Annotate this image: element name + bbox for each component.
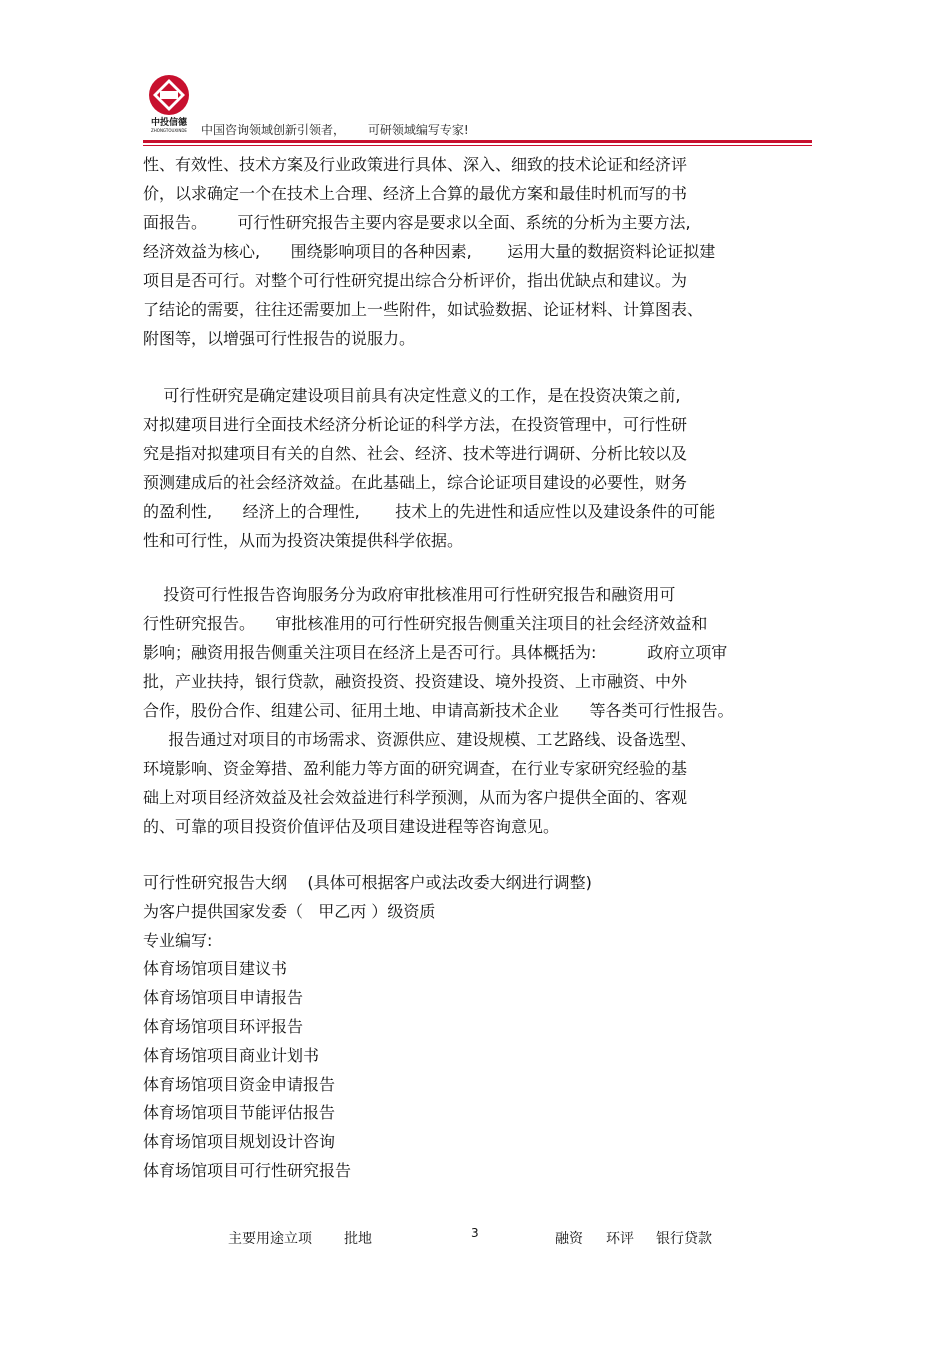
paragraph-3	[143, 580, 823, 841]
svg-text:中投信德: 中投信德	[150, 118, 188, 128]
list-item: 体育场馆项目建议书	[143, 959, 288, 979]
list-item: 体育场馆项目规划设计咨询	[143, 1132, 336, 1152]
text-line: 预测建成后的社会经济效益。在此基础上，综合论证项目建设的必要性，财务	[143, 473, 688, 492]
header-rule-thick	[143, 140, 812, 143]
outline-list	[143, 869, 823, 1186]
outline-qualification: 为客户提供国家发委（ 甲乙丙 ）级资质	[143, 901, 436, 921]
text-line: 性、有效性、技术方案及行业政策进行具体、深入、细致的技术论证和经济评	[143, 155, 688, 174]
text-line: 合作，股份合作、组建公司、征用土地、申请高新技术企业 等各类可行性报告。	[143, 701, 734, 720]
footer-right-c: 银行贷款	[656, 1231, 712, 1247]
text-line: 经济效益为核心, 围绕影响项目的各种因素, 运用大量的数据资料论证拟建	[143, 242, 716, 261]
footer-left-a: 主要用途立项	[228, 1231, 312, 1247]
text-line: 附图等，以增强可行性报告的说服力。	[143, 329, 416, 348]
outline-title: 可行性研究报告大纲 (具体可根据客户或法改委大纲进行调整)	[143, 873, 592, 892]
text-line: 的、可靠的项目投资价值评估及项目建设进程等咨询意见。	[143, 817, 560, 836]
footer-right-a: 融资	[555, 1231, 583, 1247]
text-line: 面报告。 可行性研究报告主要内容是要求以全面、系统的分析为主要方法,	[143, 213, 691, 232]
svg-text:ZHONGTOUXINDE: ZHONGTOUXINDE	[151, 128, 187, 133]
text-line: 环境影响、资金筹措、盈利能力等方面的研究调查，在行业专家研究经验的基	[143, 759, 688, 778]
list-item: 体育场馆项目商业计划书	[143, 1045, 320, 1065]
paragraph-1	[143, 150, 823, 353]
text-line: 了结论的需要，往往还需要加上一些附件，如试验数据、论证材料、计算图表、	[143, 300, 704, 319]
header-tagline: 中国咨询领域创新引领者， 可研领域编写专家!	[201, 123, 469, 137]
footer-left-b: 批地	[344, 1231, 372, 1247]
text-line: 影响；融资用报告侧重关注项目在经济上是否可行。具体概括为: 政府立项审	[143, 643, 728, 662]
header-rule-thin	[143, 145, 812, 146]
outline-subheading: 专业编写:	[143, 930, 213, 950]
text-line: 可行性研究是确定建设项目前具有决定性意义的工作，是在投资决策之前,	[143, 386, 681, 405]
text-line: 础上对项目经济效益及社会效益进行科学预测，从而为客户提供全面的、客观	[143, 788, 688, 807]
text-line: 的盈利性, 经济上的合理性, 技术上的先进性和适应性以及建设条件的可能	[143, 502, 716, 521]
list-item: 体育场馆项目节能评估报告	[143, 1103, 336, 1123]
list-item: 体育场馆项目可行性研究报告	[143, 1160, 352, 1180]
page-number: 3	[471, 1226, 479, 1240]
text-line: 项目是否可行。对整个可行性研究提出综合分析评价，指出优缺点和建议。为	[143, 271, 688, 290]
list-item: 体育场馆项目资金申请报告	[143, 1074, 336, 1094]
text-line: 对拟建项目进行全面技术经济分析论证的科学方法，在投资管理中，可行性研	[143, 415, 688, 434]
company-logo	[143, 72, 195, 134]
list-item: 体育场馆项目环评报告	[143, 1016, 304, 1036]
text-line: 报告通过对项目的市场需求、资源供应、建设规模、工艺路线、设备选型、	[143, 730, 697, 749]
footer-right-b: 环评	[606, 1231, 634, 1247]
text-line: 价，以求确定一个在技术上合理、经济上合算的最优方案和最佳时机而写的书	[143, 184, 688, 203]
text-line: 行性研究报告。 审批核准用的可行性研究报告侧重关注项目的社会经济效益和	[143, 614, 708, 633]
text-line: 投资可行性报告咨询服务分为政府审批核准用可行性研究报告和融资用可	[143, 585, 676, 604]
text-line: 究是指对拟建项目有关的自然、社会、经济、技术等进行调研、分析比较以及	[143, 444, 688, 463]
paragraph-2	[143, 381, 823, 555]
list-item: 体育场馆项目申请报告	[143, 988, 304, 1008]
text-line: 批，产业扶持，银行贷款，融资投资、投资建设、境外投资、上市融资、中外	[143, 672, 688, 691]
text-line: 性和可行性，从而为投资决策提供科学依据。	[143, 531, 464, 550]
